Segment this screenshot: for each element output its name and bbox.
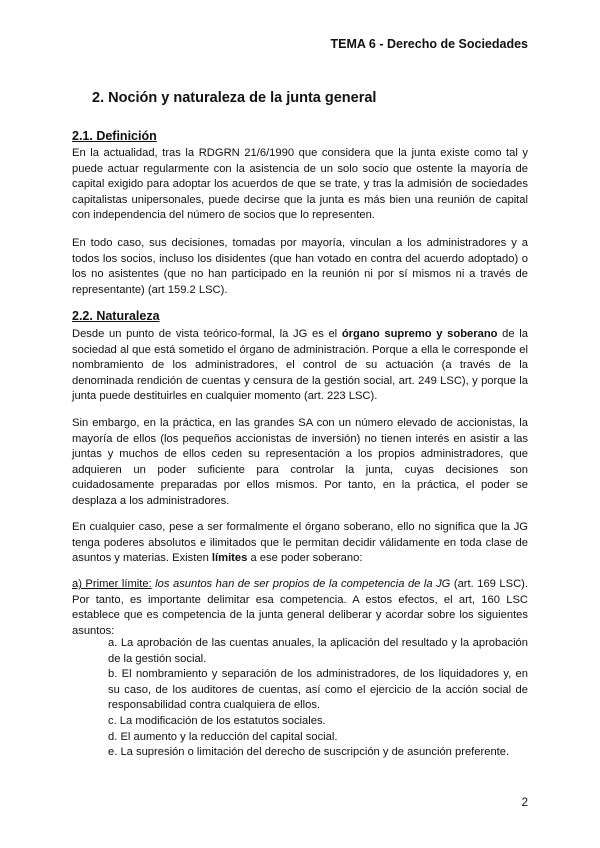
list-item: a. La aprobación de las cuentas anuales, la aplicación del resultado y la aprobación de la gestión social. bbox=[108, 637, 528, 665]
page-number: 2 bbox=[521, 797, 528, 809]
paragraph-definicion-1: En la actualidad, tras la RDGRN 21/6/1990 que considera que la junta existe como tal y puede actuar regularmente con la asistencia de un solo socio que ostente la mayoría de capital exigido para adoptar los acuerdos de que se trate, y tras la admisión de sociedades capitalistas unipersonales, puede decirse que la junta es más bien una reunión de capital con independencia del número de socios que lo representen. bbox=[72, 147, 528, 222]
list-item: c. La modificación de los estatutos sociales. bbox=[108, 714, 326, 727]
section-heading-naturaleza: 2.2. Naturaleza bbox=[72, 309, 160, 323]
paragraph-primer-limite: a) Primer límite: los asuntos han de ser propios de la competencia de la JG (art. 169 LSC). Por tanto, es importante delimitar esa competencia. A estos efectos, el art, 160 LSC establece que es competencia de la junta general deliberar y acordar sobre los siguientes asuntos: bbox=[72, 578, 528, 637]
paragraph-naturaleza-2: Sin embargo, en la práctica, en las grandes SA con un número elevado de accionistas, la mayoría de ellos (los pequeños accionistas de inversión) no tienen interés en asistir a las juntas y muchos de ellos ceden su representación a los propios administradores, que adquieren un poder suficiente para controlar la junta, cuyas decisiones son cuidadosamente preparadas por ellos mismos. Por tanto, en la práctica, el poder se desplaza a los administradores. bbox=[72, 417, 528, 507]
paragraph-limites: En cualquier caso, pese a ser formalmente el órgano soberano, ello no significa que la JG tenga poderes absolutos e ilimitados que le permitan decidir válidamente en toda clase de asuntos y materias. Existen límites a ese poder soberano: bbox=[72, 521, 528, 565]
list-item: d. El aumento y la reducción del capital social. bbox=[108, 730, 338, 743]
paragraph-naturaleza-1: Desde un punto de vista teórico-formal, la JG es el órgano supremo y soberano de la sociedad al que está sometido el órgano de administración. Porque a ella le corresponde el nombramiento de los administradores, el control de su actuación (a través de la denominada rendición de cuentas y censura de la gestión social, art. 249 LSC), y porque la junta puede destituirles en cualquier momento (art. 223 LSC). bbox=[72, 328, 528, 403]
list-item: e. La supresión o limitación del derecho de suscripción y de asunción preferente. bbox=[108, 746, 510, 759]
section-heading-definicion: 2.1. Definición bbox=[72, 129, 157, 143]
list-item: b. El nombramiento y separación de los administradores, de los liquidadores y, en su caso, de los auditores de cuentas, así como el ejercicio de la acción social de responsabilidad contra cualquiera de ellos. bbox=[108, 668, 528, 712]
competencias-list bbox=[106, 636, 528, 761]
page-title: 2. Noción y naturaleza de la junta general bbox=[92, 90, 377, 106]
running-header: TEMA 6 - Derecho de Sociedades bbox=[330, 37, 528, 51]
paragraph-definicion-2: En todo caso, sus decisiones, tomadas por mayoría, vinculan a los administradores y a todos los socios, incluso los disidentes (que han votado en contra del acuerdo adoptado) o los no asistentes (que no han participado en la reunión ni por sí mismos ni a través de representante) (art 159.2 LSC). bbox=[72, 237, 528, 296]
